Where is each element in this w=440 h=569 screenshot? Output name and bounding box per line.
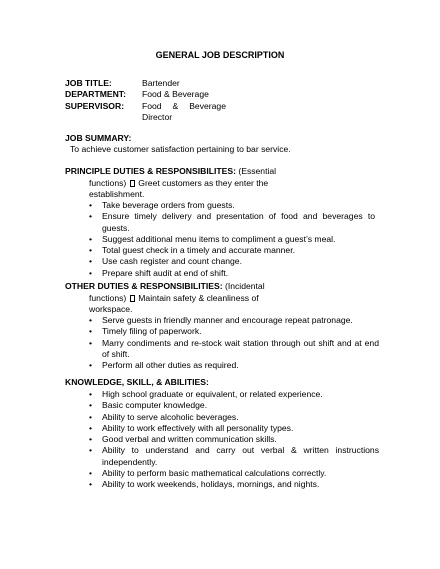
job-summary-heading: JOB SUMMARY: [65,133,132,143]
job-title-label: JOB TITLE: [65,78,112,88]
supervisor-value-line2: Director [142,111,173,122]
department-value: Food & Beverage [142,89,209,100]
job-title-row [65,78,232,89]
principle-duties-note: (Essential [238,166,277,176]
list-item: • Prepare shift audit at end of shift. [89,268,375,279]
other-duties-note: (Incidental [224,281,265,291]
principle-duties-intro-line2: establishment. [89,189,145,200]
other-duties-heading [65,281,265,292]
principle-duties-intro-line1 [89,178,289,189]
list-item: • Total guest check in a timely and accurate manner. [89,245,375,256]
list-item: • Timely filing of paperwork. [89,326,379,337]
supervisor-value [142,101,226,124]
list-item: • Suggest additional menu items to compliment a guest’s meal. [89,234,375,245]
department-row [65,89,232,100]
list-item: • Good verbal and written communication skills. [89,434,379,445]
list-item: • Perform all other duties as required. [89,360,379,371]
other-duties-intro-line1 [89,293,289,304]
list-item: • Ability to work weekends, holidays, mornings, and nights. [89,479,379,490]
intro-functions-text: functions) [89,293,127,303]
intro-rest-text: Greet customers as they enter the [138,178,269,188]
principle-duties-list [89,200,375,279]
supervisor-label: SUPERVISOR: [65,100,125,111]
knowledge-list [89,389,379,491]
supervisor-row [65,101,232,124]
list-item: • Ability to work effectively with all personality types. [89,423,379,434]
knowledge-heading: KNOWLEDGE, SKILL, & ABILITIES: [65,377,209,387]
job-title-value: Bartender [142,78,180,88]
list-item: • Marry condiments and re-stock wait station through out shift and at end of shift. [89,338,379,361]
other-duties-title: OTHER DUTIES & RESPONSIBILITIES: [65,281,223,291]
list-item: • Basic computer knowledge. [89,400,379,411]
list-item: • Ability to serve alcoholic beverages. [89,412,379,423]
supervisor-value-line1: Food & Beverage [142,100,226,111]
list-item: • Ability to perform basic mathematical calculations correctly. [89,468,379,479]
principle-duties-heading [65,166,276,177]
principle-duties-title: PRINCIPLE DUTIES & RESPONSIBILITES: [65,166,236,176]
other-duties-intro [89,293,289,316]
list-item: • Ensure timely delivery and presentation of food and beverages to guests. [89,211,375,234]
box-bullet-icon [130,295,135,302]
list-item: • High school graduate or equivalent, or related experience. [89,389,379,400]
list-item: • Use cash register and count change. [89,256,375,267]
other-duties-intro-line2: workspace. [89,304,133,315]
list-item: • Ability to understand and carry out verbal & written instructions independently. [89,445,379,468]
job-summary-text: To achieve customer satisfaction pertaining to bar service. [70,144,291,154]
box-bullet-icon [130,180,135,187]
other-duties-list [89,315,379,371]
department-label: DEPARTMENT: [65,89,126,100]
principle-duties-intro [89,178,289,201]
intro-rest-text: Maintain safety & cleanliness of [138,293,259,303]
job-info-block [65,78,232,123]
intro-functions-text: functions) [89,178,127,188]
list-item: • Take beverage orders from guests. [89,200,375,211]
page-title: GENERAL JOB DESCRIPTION [155,50,285,60]
list-item: • Serve guests in friendly manner and encourage repeat patronage. [89,315,379,326]
